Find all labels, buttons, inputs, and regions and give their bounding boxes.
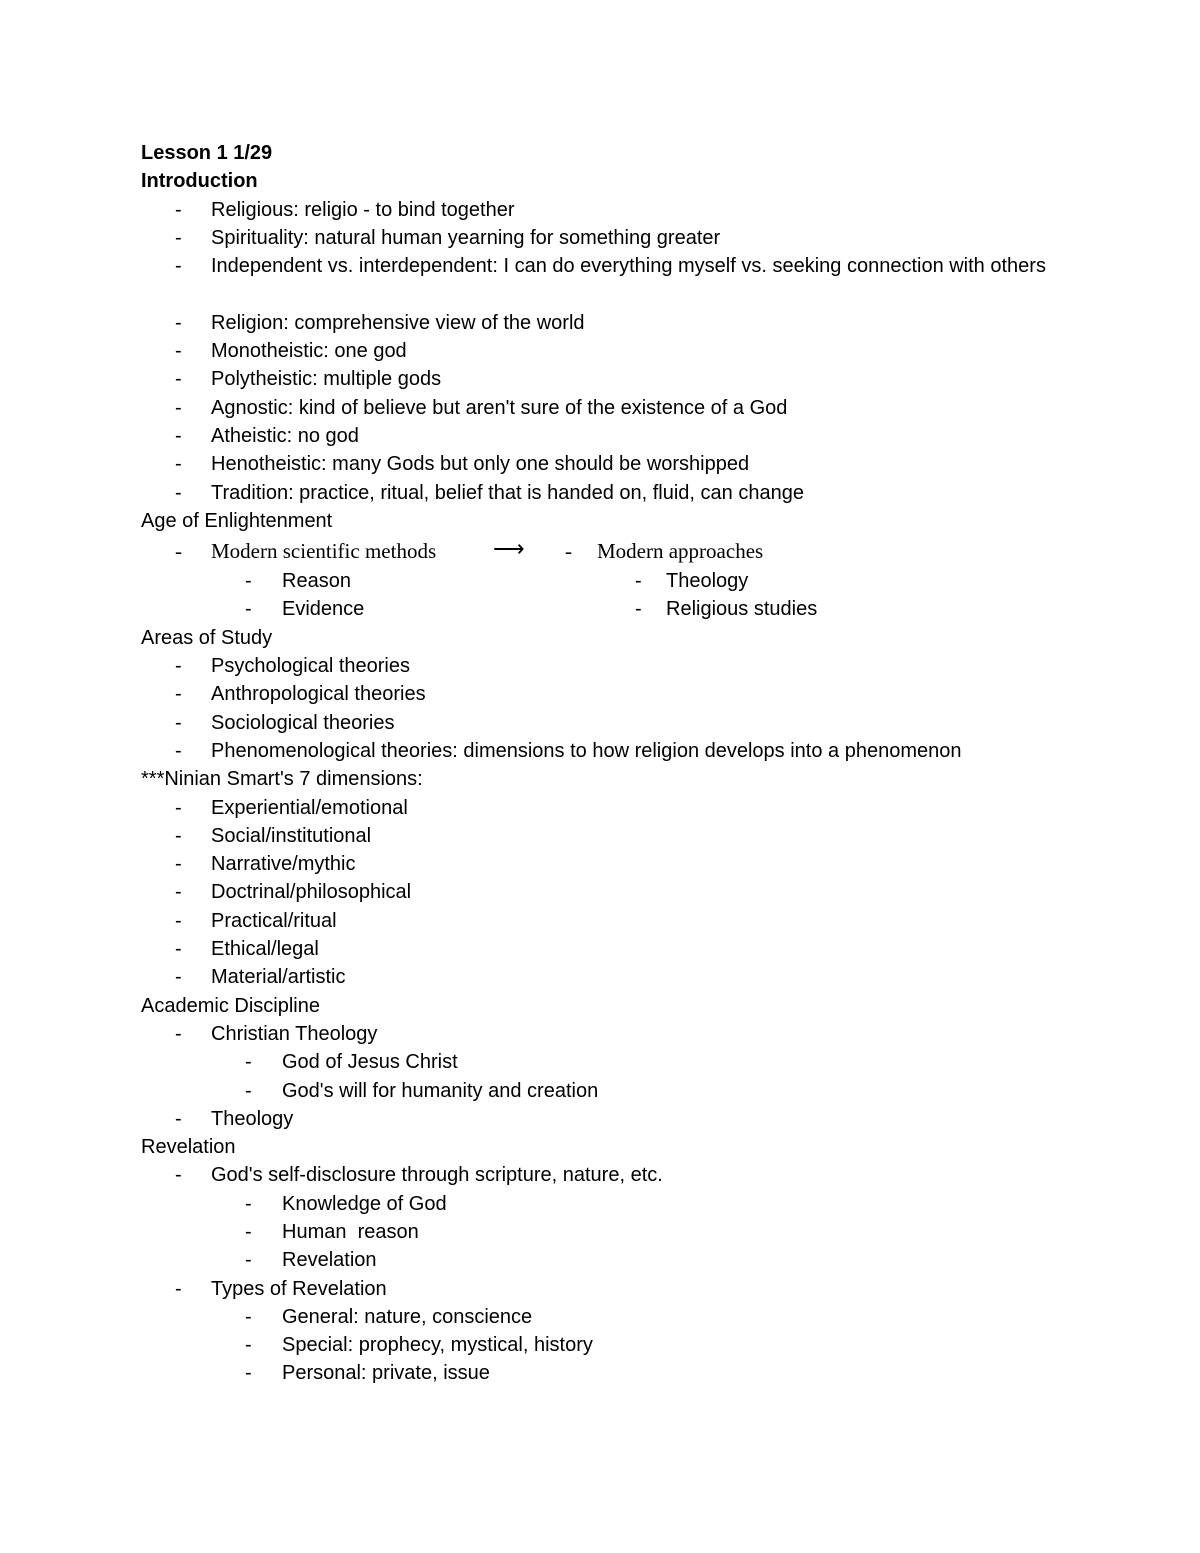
bullet-dash: -: [245, 1334, 252, 1357]
modern-approaches-label: Modern approaches: [597, 539, 764, 564]
bullet-dash: -: [175, 824, 182, 847]
bullet-dash: -: [175, 909, 182, 932]
bullet-dash: -: [175, 853, 182, 876]
bullet-dash: -: [175, 796, 182, 819]
sub-list-item: - God's will for humanity and creation: [141, 1077, 1061, 1105]
list-item: - Agnostic: kind of believe but aren't sure of the existence of a God: [141, 394, 1061, 422]
bullet-dash: -: [175, 424, 182, 447]
bullet-dash: -: [245, 1079, 252, 1102]
section-heading-enlightenment: Age of Enlightenment: [141, 509, 333, 532]
bullet-dash: -: [245, 1192, 252, 1215]
sub-list-item: - Special: prophecy, mystical, history: [141, 1331, 1061, 1359]
list-item: - Independent vs. interdependent: I can do everything myself vs. seeking connection with others: [141, 252, 1061, 309]
list-item: - Religion: comprehensive view of the world: [141, 309, 1061, 337]
list-item: - Anthropological theories: [141, 680, 1061, 708]
document-page: [141, 139, 1061, 1388]
right-arrow-icon: ⟶: [493, 536, 525, 562]
bullet-dash: -: [175, 739, 182, 762]
list-item: Evidence: [282, 598, 365, 621]
scientific-methods-label: Modern scientific methods: [211, 539, 437, 564]
bullet-dash: -: [175, 1022, 182, 1045]
bullet-dash: -: [245, 598, 252, 621]
bullet-dash: -: [635, 570, 642, 593]
list-item: - Atheistic: no god: [141, 422, 1061, 450]
bullet-dash: -: [175, 711, 182, 734]
section-heading-academic: Academic Discipline: [141, 994, 320, 1017]
bullet-dash: -: [175, 311, 182, 334]
bullet-dash: -: [245, 1220, 252, 1243]
list-item: - Phenomenological theories: dimensions to how religion develops into a phenomenon: [141, 737, 1061, 765]
list-item: - Monotheistic: one god: [141, 337, 1061, 365]
bullet-dash: -: [175, 198, 182, 221]
sub-list-item: - Personal: private, issue: [141, 1359, 1061, 1387]
bullet-dash: -: [245, 1362, 252, 1385]
list-item: - Experiential/emotional: [141, 794, 1061, 822]
bullet-dash: -: [175, 1164, 182, 1187]
bullet-dash: -: [175, 340, 182, 363]
list-item: - Henotheistic: many Gods but only one should be worshipped: [141, 450, 1061, 478]
bullet-dash: -: [635, 598, 642, 621]
sub-list-item: - God of Jesus Christ: [141, 1048, 1061, 1076]
bullet-dash: -: [175, 481, 182, 504]
list-item: - God's self-disclosure through scripture, nature, etc.: [141, 1161, 1061, 1189]
list-item: - Theology: [141, 1105, 1061, 1133]
list-item: Reason: [282, 570, 351, 593]
list-item: - Social/institutional: [141, 822, 1061, 850]
bullet-dash: -: [175, 539, 182, 564]
sub-list-item: - Revelation: [141, 1246, 1061, 1274]
bullet-dash: -: [245, 570, 252, 593]
bullet-dash: -: [245, 1305, 252, 1328]
bullet-dash: -: [245, 1051, 252, 1074]
list-item: - Sociological theories: [141, 709, 1061, 737]
section-heading-revelation: Revelation: [141, 1136, 236, 1159]
bullet-dash: -: [175, 683, 182, 706]
bullet-dash: -: [175, 1107, 182, 1130]
bullet-dash: -: [175, 368, 182, 391]
bullet-dash: -: [175, 453, 182, 476]
list-item: - Material/artistic: [141, 963, 1061, 991]
bullet-dash: -: [175, 255, 182, 278]
list-item: - Narrative/mythic: [141, 850, 1061, 878]
bullet-dash: -: [175, 226, 182, 249]
section-heading-dimensions: ***Ninian Smart's 7 dimensions:: [141, 768, 423, 791]
enlightenment-comparison-header: [141, 535, 1061, 567]
bullet-dash: -: [245, 1249, 252, 1272]
section-heading-areas: Areas of Study: [141, 626, 273, 649]
bullet-dash: -: [175, 966, 182, 989]
sub-list-item: - General: nature, conscience: [141, 1303, 1061, 1331]
document-title: Lesson 1 1/29: [141, 142, 273, 164]
list-item: - Religious: religio - to bind together: [141, 196, 1061, 224]
sub-list-item: - Knowledge of God: [141, 1190, 1061, 1218]
bullet-dash: -: [175, 881, 182, 904]
enlightenment-row: [141, 595, 1061, 623]
bullet-dash: -: [175, 1277, 182, 1300]
bullet-dash: -: [175, 396, 182, 419]
list-item: - Tradition: practice, ritual, belief that is handed on, fluid, can change: [141, 479, 1061, 507]
enlightenment-row: [141, 567, 1061, 595]
list-item: - Psychological theories: [141, 652, 1061, 680]
list-item: - Spirituality: natural human yearning for something greater: [141, 224, 1061, 252]
sub-list-item: - Human reason: [141, 1218, 1061, 1246]
list-item: - Ethical/legal: [141, 935, 1061, 963]
bullet-dash: -: [175, 655, 182, 678]
list-item: - Doctrinal/philosophical: [141, 878, 1061, 906]
bullet-dash: -: [175, 938, 182, 961]
list-item: - Practical/ritual: [141, 907, 1061, 935]
list-item: - Types of Revelation: [141, 1275, 1061, 1303]
list-item: Religious studies: [666, 598, 818, 621]
bullet-dash: -: [565, 539, 572, 564]
list-item: - Christian Theology: [141, 1020, 1061, 1048]
section-heading-introduction: Introduction: [141, 170, 258, 193]
list-item: Theology: [666, 570, 749, 593]
list-item: - Polytheistic: multiple gods: [141, 365, 1061, 393]
